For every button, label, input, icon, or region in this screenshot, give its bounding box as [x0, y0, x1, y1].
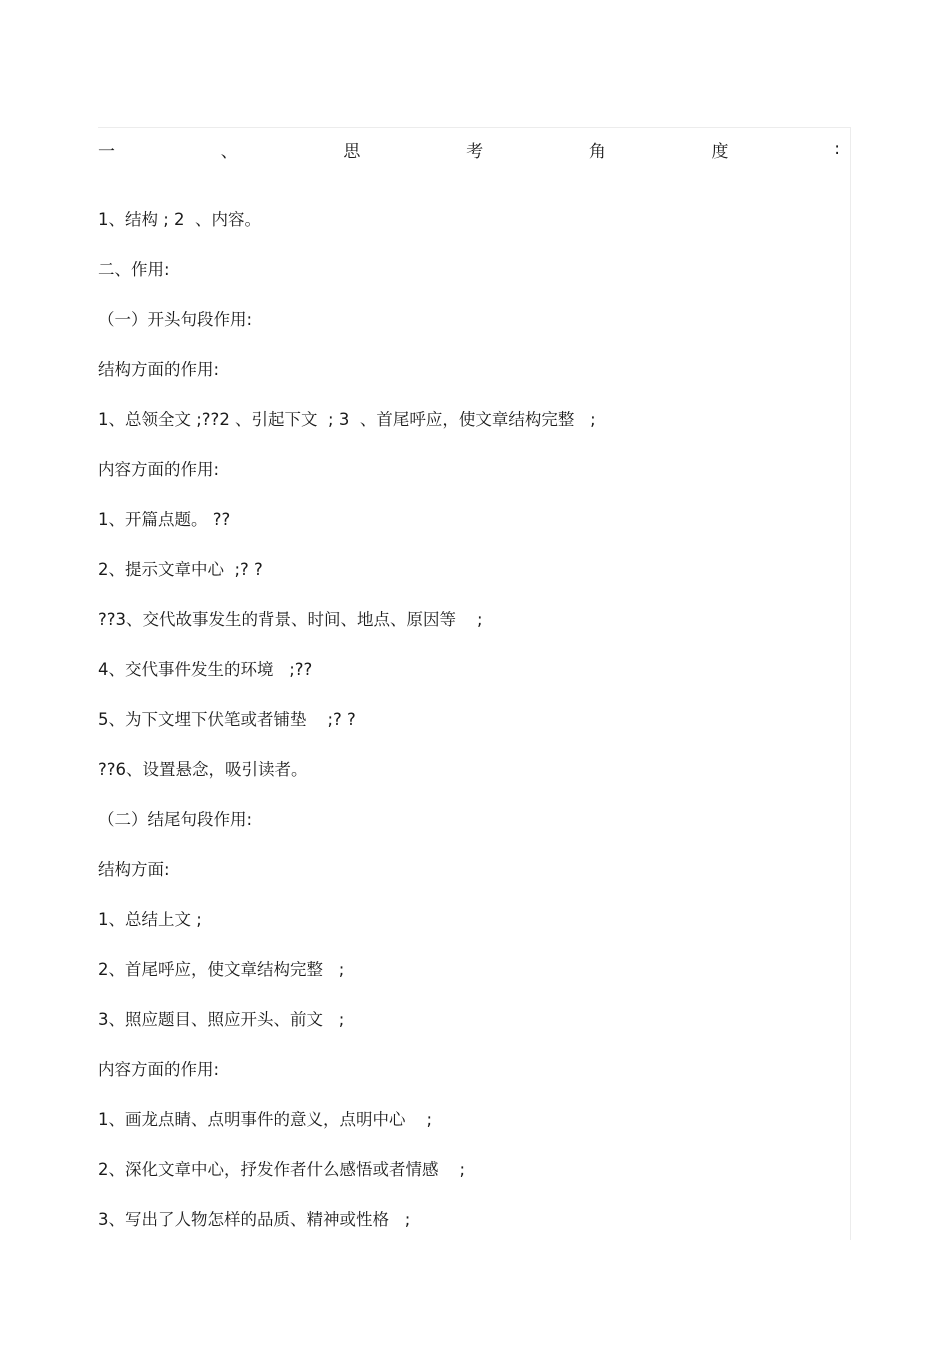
text-line: 3、照应题目、照应开头、前文 ; — [98, 1010, 345, 1029]
text-line: 5、为下文埋下伏笔或者铺垫 ;? ? — [98, 710, 356, 729]
text-line: 二、作用: — [98, 260, 170, 279]
heading-char: : — [834, 139, 840, 159]
text-line: 1、画龙点睛、点明事件的意义，点明中心 ; — [98, 1110, 433, 1129]
text-line: 1、结构 ; 2 、内容。 — [98, 210, 262, 229]
text-line: 4、交代事件发生的环境 ;?? — [98, 660, 313, 679]
text-line: 3、写出了人物怎样的品质、精神或性格 ; — [98, 1210, 411, 1229]
section-heading — [98, 136, 840, 162]
text-line: 内容方面的作用: — [98, 460, 220, 479]
text-line: 1、开篇点题。 ?? — [98, 510, 231, 529]
text-line: ??3、交代故事发生的背景、时间、地点、原因等 ; — [98, 610, 483, 629]
text-line: 2、首尾呼应，使文章结构完整 ; — [98, 960, 345, 979]
text-line: 2、提示文章中心 ;? ? — [98, 560, 263, 579]
heading-char: 思 — [343, 141, 361, 162]
text-line: 1、总领全文 ;??2 、引起下文 ; 3 、首尾呼应，使文章结构完整 ; — [98, 410, 596, 429]
body-text — [98, 207, 596, 1257]
heading-char: 度 — [711, 141, 729, 162]
text-line: ??6、设置悬念，吸引读者。 — [98, 760, 308, 779]
text-line: 2、深化文章中心，抒发作者什么感悟或者情感 ; — [98, 1160, 466, 1179]
text-line: （二）结尾句段作用: — [98, 810, 253, 829]
heading-char: 、 — [220, 141, 238, 162]
heading-char: 一 — [98, 141, 115, 162]
text-line: 1、总结上文 ; — [98, 910, 202, 929]
text-line: 结构方面的作用: — [98, 360, 220, 379]
heading-char: 考 — [466, 141, 484, 162]
text-line: （一）开头句段作用: — [98, 310, 253, 329]
text-line: 结构方面: — [98, 860, 170, 879]
text-line: 内容方面的作用: — [98, 1060, 220, 1079]
heading-char: 角 — [588, 141, 606, 162]
